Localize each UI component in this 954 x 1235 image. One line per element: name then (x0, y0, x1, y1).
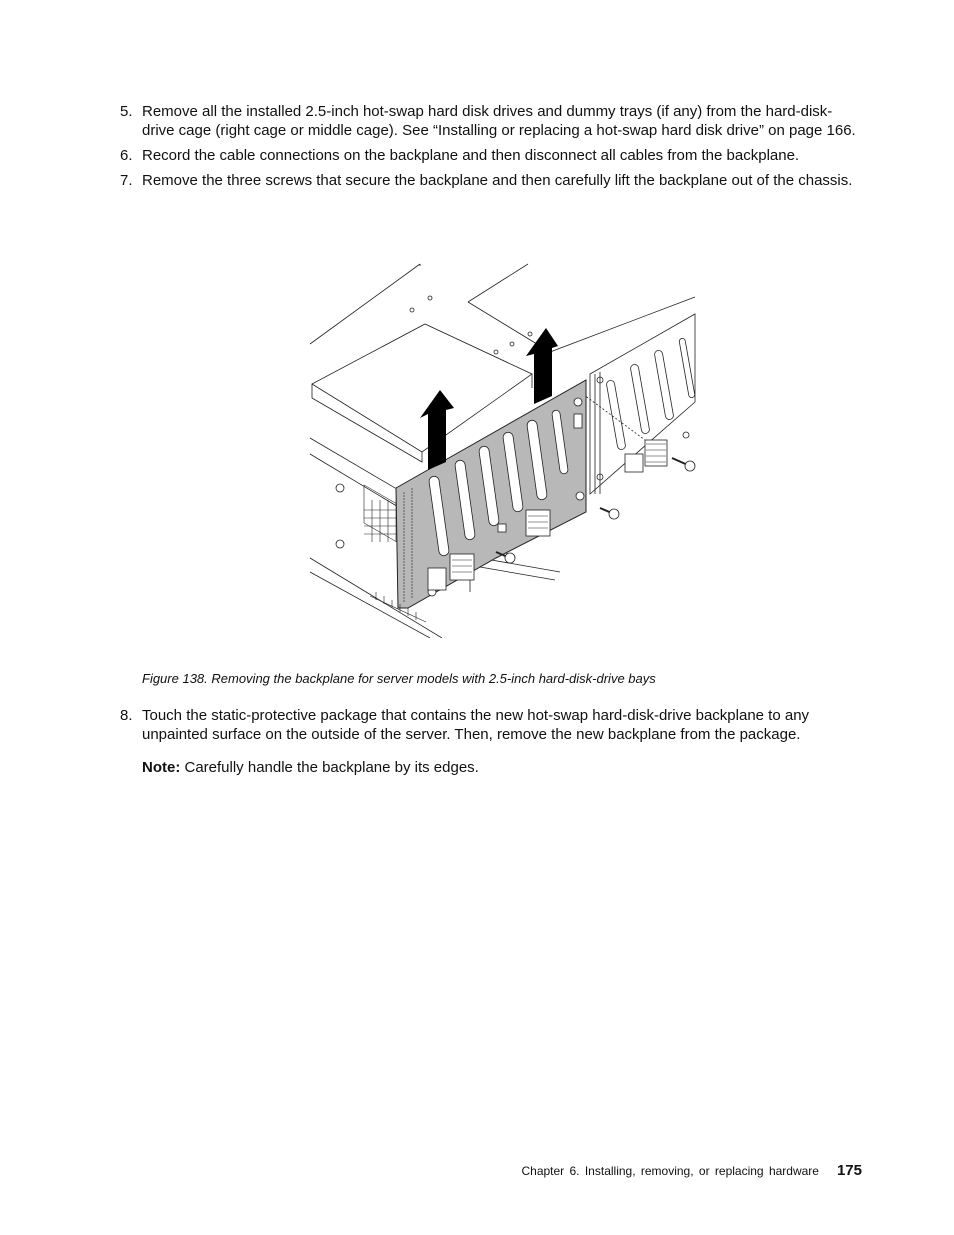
note-text: Carefully handle the backplane by its edges. (180, 759, 479, 776)
instruction-steps-continued (120, 706, 860, 777)
note-label: Note: (142, 759, 181, 776)
step-number: 6. (120, 147, 133, 164)
step-6 (120, 146, 860, 165)
screw (505, 553, 515, 563)
step-text: Record the cable connections on the backplane and then disconnect all cables from the backplane. (142, 147, 800, 164)
step-7 (120, 171, 860, 190)
step-number: 8. (120, 707, 133, 724)
step-5 (120, 102, 860, 140)
backplane-removal-illustration (300, 262, 700, 638)
note (142, 758, 860, 777)
figure-caption: Figure 138. Removing the backplane for server models with 2.5-inch hard-disk-drive bays (142, 671, 656, 686)
screw (609, 509, 619, 519)
chapter-title: Chapter 6. Installing, removing, or replacing hardware (521, 1164, 819, 1178)
step-8 (120, 706, 860, 744)
step-number: 7. (120, 172, 133, 189)
step-number: 5. (120, 103, 133, 120)
chassis-edge (310, 264, 420, 344)
step-text: Touch the static-protective package that contains the new hot-swap hard-disk-drive backplane to any unpainted surface on the outside of the server. Then, remove the new backplane from the package. (142, 707, 810, 743)
lift-arrow-icon (526, 328, 558, 404)
page-number: 175 (836, 1162, 862, 1179)
instruction-steps (120, 102, 860, 196)
step-text: Remove the three screws that secure the backplane and then carefully lift the backplane out of the chassis. (142, 172, 853, 189)
step-text: Remove all the installed 2.5-inch hot-swap hard disk drives and dummy trays (if any) from the hard-disk-drive cage (right cage or middle cage). See “Installing or replacing a hot-swap hard disk drive” on page 166. (142, 103, 856, 139)
page-footer (521, 1162, 862, 1179)
